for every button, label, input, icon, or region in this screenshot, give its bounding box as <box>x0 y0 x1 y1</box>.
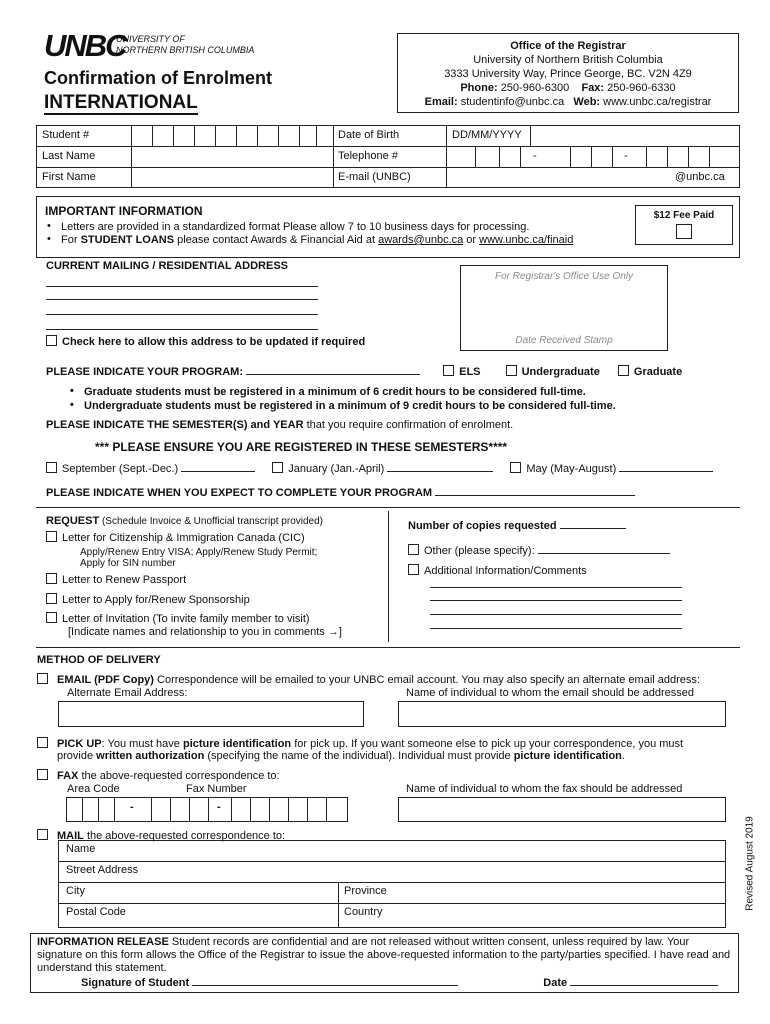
email-addressee-field[interactable] <box>398 701 726 727</box>
last-name-label: Last Name <box>42 150 96 162</box>
semester-instructions: PLEASE INDICATE THE SEMESTER(S) and YEAR that you require confirmation of enrolment. <box>46 419 514 431</box>
request-additional-option[interactable]: Additional Information/Comments <box>408 564 587 577</box>
comments-lines[interactable] <box>430 578 682 630</box>
fax-dash-2: - <box>217 801 221 813</box>
dob-format: DD/MM/YYYY <box>452 129 522 141</box>
important-heading: IMPORTANT INFORMATION <box>45 204 203 218</box>
fee-paid-label: $12 Fee Paid <box>653 210 715 221</box>
mail-city-label: City <box>66 885 85 897</box>
important-info-box <box>36 196 740 258</box>
mail-street-label: Street Address <box>66 864 139 876</box>
information-release-box <box>30 933 739 993</box>
office-address: 3333 University Way, Prince George, BC. V2N 4Z9 <box>444 68 692 80</box>
address-heading: CURRENT MAILING / RESIDENTIAL ADDRESS <box>46 260 289 272</box>
cic-note-2: Apply for SIN number <box>80 558 176 569</box>
invitation-note: [Indicate names and relationship to you in comments →] <box>68 626 342 638</box>
fax-addressee-label: Name of individual to whom the fax should be addressed <box>406 783 683 795</box>
sept-checkbox[interactable] <box>46 462 57 473</box>
area-code-label: Area Code <box>67 783 120 795</box>
telephone-label: Telephone # <box>338 150 398 162</box>
fee-paid-box <box>635 205 733 245</box>
office-heading: Office of the Registrar <box>510 40 626 52</box>
student-number-field[interactable] <box>132 126 332 146</box>
grad-checkbox[interactable] <box>618 365 629 376</box>
logo-line1: UNIVERSITY OF <box>116 34 185 44</box>
mail-province-field[interactable] <box>400 883 725 903</box>
revision-note: Revised August 2019 <box>744 816 756 911</box>
email-delivery-checkbox[interactable] <box>37 673 48 684</box>
may-year-field[interactable] <box>619 471 713 472</box>
release-text: INFORMATION RELEASE Student records are confidential and are not released without written consent, unless required by law. Your signature on this form allows the Office of the Registrar to issue the above-requested information to the party/parties specified. I have read and understand this statement. <box>37 936 731 974</box>
phone-dash-1: - <box>533 150 537 162</box>
invitation-checkbox[interactable] <box>46 612 57 623</box>
office-email: studentinfo@unbc.ca <box>460 96 565 108</box>
dob-label: Date of Birth <box>338 129 400 141</box>
undergrad-checkbox[interactable] <box>506 365 517 376</box>
registrar-office-box <box>397 33 739 113</box>
fee-paid-checkbox[interactable] <box>676 224 692 239</box>
fax-number-label: Fax Number <box>186 783 247 795</box>
els-checkbox[interactable] <box>443 365 454 376</box>
request-heading: REQUEST (Schedule Invoice & Unofficial transcript provided) <box>46 515 324 527</box>
other-field[interactable] <box>538 553 670 554</box>
additional-checkbox[interactable] <box>408 564 419 575</box>
undergrad-credit-rule: • Undergraduate students must be registered in a minimum of 9 credit hours to be considered full-time. <box>62 399 616 413</box>
office-phone-fax: Phone: 250-960-6300 Fax: 250-960-6330 <box>460 82 676 94</box>
may-label: May (May-August) <box>526 463 617 475</box>
date-stamp-label: Date Received Stamp <box>515 335 613 346</box>
signature-field[interactable] <box>192 985 458 986</box>
finaid-url-link[interactable]: www.unbc.ca/finaid <box>479 234 574 246</box>
request-cic-option[interactable]: Letter for Citizenship & Immigration Canada (CIC) <box>46 531 305 544</box>
important-bullet-1: • Letters are provided in a standardized format Please allow 7 to 10 business days for processing. <box>39 221 573 234</box>
finaid-email-link[interactable]: awards@unbc.ca <box>378 234 464 246</box>
address-update-option[interactable]: Check here to allow this address to be updated if required <box>46 335 365 348</box>
unbc-logo <box>44 30 284 68</box>
alt-email-field[interactable] <box>58 701 364 727</box>
office-fax: 250-960-6330 <box>607 82 676 94</box>
mail-name-field[interactable] <box>100 841 725 861</box>
arrow-right-icon: →] <box>327 626 342 638</box>
delivery-heading: METHOD OF DELIVERY <box>37 654 161 666</box>
mail-city-field[interactable] <box>90 883 337 903</box>
delivery-pickup-option: PICK UP: You must have picture identification for pick up. If you want someone else to pick up your correspondence, you must <box>37 737 683 751</box>
sponsorship-checkbox[interactable] <box>46 593 57 604</box>
phone-dash-2: - <box>624 150 628 162</box>
telephone-field[interactable] <box>447 147 739 167</box>
important-bullet-2: • For STUDENT LOANS please contact Awards & Financial Aid at awards@unbc.ca or www.unbc.ca/finaid <box>39 234 573 247</box>
delivery-fax-option: FAX the above-requested correspondence to: <box>37 769 280 782</box>
pickup-line-2: provide written authorization (specifying the name of the individual). Individual must provide picture identification. <box>57 750 625 762</box>
office-email-web: Email: studentinfo@unbc.ca Web: www.unbc.ca/registrar <box>424 96 712 108</box>
copies-field[interactable] <box>560 528 626 529</box>
delivery-mail-option: MAIL the above-requested correspondence to: <box>37 829 285 842</box>
grad-label: Graduate <box>633 366 683 378</box>
office-name: University of Northern British Columbia <box>473 54 663 66</box>
mail-name-label: Name <box>66 843 96 855</box>
sept-label: September (Sept.-Dec.) <box>62 463 179 475</box>
address-lines[interactable] <box>46 276 318 331</box>
date-label: Date <box>543 977 568 989</box>
registrar-use-box <box>460 265 668 351</box>
first-name-field[interactable] <box>132 168 332 187</box>
other-checkbox[interactable] <box>408 544 419 555</box>
passport-checkbox[interactable] <box>46 573 57 584</box>
unbc-email-label: E-mail (UNBC) <box>338 171 411 183</box>
undergrad-label: Undergraduate <box>521 366 600 378</box>
semester-warning: *** PLEASE ENSURE YOU ARE REGISTERED IN THESE SEMESTERS**** <box>95 440 508 454</box>
request-passport-option[interactable]: Letter to Renew Passport <box>46 573 186 586</box>
form-subtitle: INTERNATIONAL <box>44 92 198 113</box>
grad-credit-rule: • Graduate students must be registered in a minimum of 6 credit hours to be considered full-time. <box>62 385 616 399</box>
date-field[interactable] <box>570 985 718 986</box>
program-row <box>46 365 682 378</box>
first-name-label: First Name <box>42 171 96 183</box>
cic-checkbox[interactable] <box>46 531 57 542</box>
request-sponsorship-option[interactable]: Letter to Apply for/Renew Sponsorship <box>46 593 250 606</box>
signature-label: Signature of Student <box>81 977 190 989</box>
form-title: Confirmation of Enrolment <box>44 68 272 88</box>
delivery-email-option: EMAIL (PDF Copy) Correspondence will be emailed to your UNBC email account. You may also specify an alternate email address: <box>37 673 700 686</box>
logo-mark: UNBC <box>44 28 126 63</box>
request-other-option: Other (please specify): <box>408 544 670 557</box>
completion-row: PLEASE INDICATE WHEN YOU EXPECT TO COMPLETE YOUR PROGRAM <box>46 487 635 499</box>
dob-field[interactable] <box>447 126 739 146</box>
mail-country-label: Country <box>344 906 383 918</box>
copies-row: Number of copies requested <box>408 520 626 532</box>
els-label: ELS <box>459 366 481 378</box>
office-use-label: For Registrar's Office Use Only <box>494 271 634 282</box>
student-number-label: Student # <box>42 129 90 141</box>
office-phone: 250-960-6300 <box>500 82 570 94</box>
mail-checkbox[interactable] <box>37 829 48 840</box>
office-web: www.unbc.ca/registrar <box>603 96 712 108</box>
jan-checkbox[interactable] <box>272 462 283 473</box>
request-invitation-option[interactable]: Letter of Invitation (To invite family member to visit) <box>46 612 310 625</box>
address-update-checkbox[interactable] <box>46 335 57 346</box>
mail-country-field[interactable] <box>392 904 725 927</box>
email-suffix: @unbc.ca <box>675 171 725 183</box>
cic-note-1: Apply/Renew Entry VISA; Apply/Renew Study Permit; <box>80 547 318 558</box>
mail-postal-field[interactable] <box>135 904 337 927</box>
jan-label: January (Jan.-April) <box>288 463 385 475</box>
fax-addressee-field[interactable] <box>398 797 726 822</box>
last-name-field[interactable] <box>132 147 332 167</box>
may-checkbox[interactable] <box>510 462 521 473</box>
mail-street-field[interactable] <box>150 862 725 882</box>
fax-checkbox[interactable] <box>37 769 48 780</box>
logo-line2: NORTHERN BRITISH COLUMBIA <box>116 45 255 55</box>
program-field[interactable] <box>246 374 420 375</box>
semester-options <box>46 462 713 475</box>
completion-field[interactable] <box>435 495 635 496</box>
fax-dash-1: - <box>130 801 134 813</box>
program-label: PLEASE INDICATE YOUR PROGRAM: <box>46 366 243 378</box>
jan-year-field[interactable] <box>387 471 493 472</box>
signature-row <box>81 977 718 990</box>
sept-year-field[interactable] <box>181 471 255 472</box>
mail-province-label: Province <box>344 885 387 897</box>
pickup-checkbox[interactable] <box>37 737 48 748</box>
mail-postal-label: Postal Code <box>66 906 126 918</box>
email-addressee-label: Name of individual to whom the email should be addressed <box>406 687 694 699</box>
unbc-email-field[interactable] <box>447 168 672 187</box>
alt-email-label: Alternate Email Address: <box>67 687 188 699</box>
